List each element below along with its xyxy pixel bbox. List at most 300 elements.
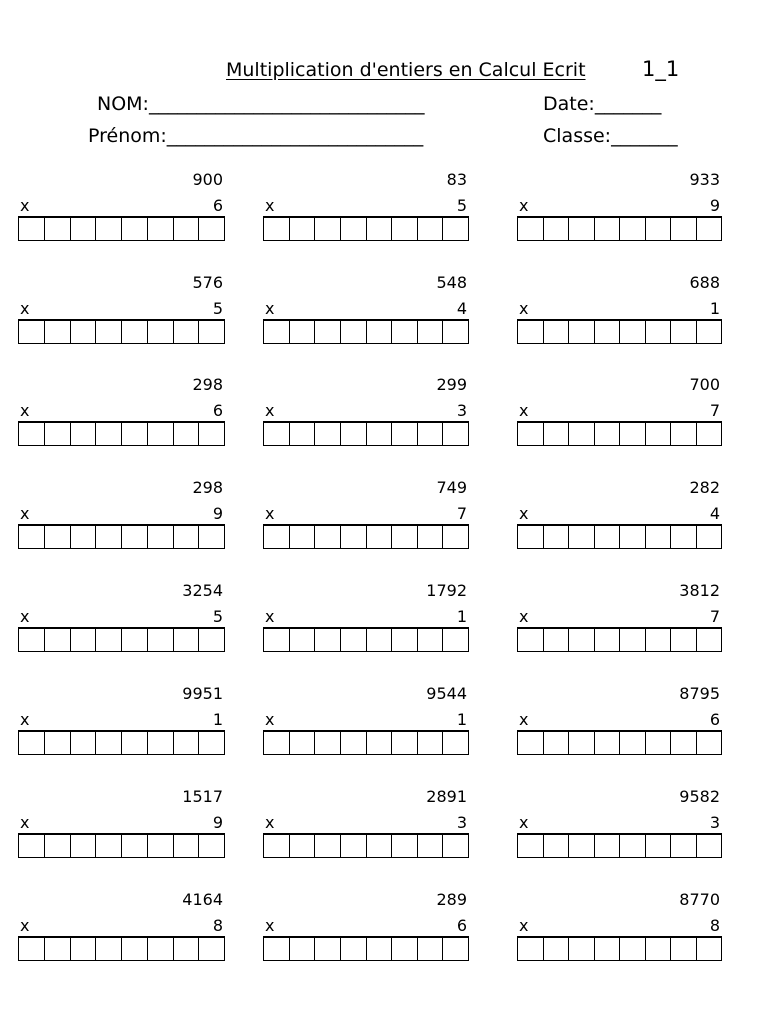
answer-row <box>18 524 225 549</box>
answer-cell[interactable] <box>45 321 71 344</box>
answer-cell[interactable] <box>595 321 621 344</box>
answer-row <box>263 216 469 241</box>
times-sign: x <box>519 299 529 318</box>
multiplication-problem <box>18 890 225 972</box>
times-sign: x <box>265 813 275 832</box>
answer-cell[interactable] <box>367 732 393 755</box>
multiplication-problem <box>18 787 225 869</box>
multiplier: 6 <box>212 401 223 420</box>
times-sign: x <box>20 710 30 729</box>
answer-cell[interactable] <box>341 321 367 344</box>
answer-row <box>517 627 722 652</box>
times-sign: x <box>265 196 275 215</box>
times-sign: x <box>265 916 275 935</box>
answer-cell[interactable] <box>45 835 71 858</box>
answer-cell[interactable] <box>646 938 672 961</box>
multiplication-problem <box>517 890 722 972</box>
answer-cell[interactable] <box>544 526 570 549</box>
answer-cell[interactable] <box>315 423 341 446</box>
answer-cell[interactable] <box>264 938 290 961</box>
answer-cell[interactable] <box>443 526 469 549</box>
answer-cell[interactable] <box>71 321 97 344</box>
answer-cell[interactable] <box>199 218 225 241</box>
answer-cell[interactable] <box>174 423 200 446</box>
answer-cell[interactable] <box>697 629 723 652</box>
multiplication-problem <box>18 375 225 457</box>
answer-cell[interactable] <box>418 321 444 344</box>
answer-cell[interactable] <box>620 423 646 446</box>
multiplicand: 9582 <box>679 787 720 806</box>
answer-cell[interactable] <box>174 732 200 755</box>
answer-cell[interactable] <box>544 218 570 241</box>
answer-cell[interactable] <box>19 423 45 446</box>
multiplication-problem <box>18 170 225 252</box>
answer-cell[interactable] <box>290 218 316 241</box>
answer-cell[interactable] <box>174 321 200 344</box>
answer-row <box>517 833 722 858</box>
answer-cell[interactable] <box>697 321 723 344</box>
answer-cell[interactable] <box>671 526 697 549</box>
answer-cell[interactable] <box>148 732 174 755</box>
multiplicand: 299 <box>436 375 467 394</box>
answer-cell[interactable] <box>315 629 341 652</box>
answer-cell[interactable] <box>315 732 341 755</box>
multiplicand: 282 <box>689 478 720 497</box>
answer-cell[interactable] <box>199 629 225 652</box>
answer-cell[interactable] <box>367 629 393 652</box>
multiplicand: 9951 <box>182 684 223 703</box>
answer-cell[interactable] <box>697 526 723 549</box>
multiplicand: 900 <box>192 170 223 189</box>
multiplication-problem <box>18 684 225 766</box>
answer-cell[interactable] <box>418 732 444 755</box>
answer-cell[interactable] <box>122 321 148 344</box>
answer-cell[interactable] <box>518 526 544 549</box>
answer-cell[interactable] <box>96 938 122 961</box>
answer-cell[interactable] <box>646 629 672 652</box>
answer-cell[interactable] <box>443 938 469 961</box>
answer-cell[interactable] <box>148 423 174 446</box>
multiplication-problem <box>517 170 722 252</box>
multiplicand: 749 <box>436 478 467 497</box>
answer-cell[interactable] <box>122 423 148 446</box>
answer-cell[interactable] <box>122 835 148 858</box>
multiplication-problem <box>263 890 469 972</box>
answer-row <box>263 833 469 858</box>
answer-row <box>18 730 225 755</box>
multiplicand: 298 <box>192 375 223 394</box>
multiplier: 3 <box>456 401 467 420</box>
answer-row <box>517 730 722 755</box>
answer-cell[interactable] <box>646 423 672 446</box>
answer-row <box>18 936 225 961</box>
answer-cell[interactable] <box>418 938 444 961</box>
prenom-field[interactable]: Prénom:___________________________ <box>88 125 424 147</box>
answer-cell[interactable] <box>122 526 148 549</box>
multiplier: 1 <box>709 299 720 318</box>
answer-cell[interactable] <box>595 218 621 241</box>
answer-row <box>263 936 469 961</box>
multiplier: 9 <box>709 196 720 215</box>
answer-cell[interactable] <box>392 629 418 652</box>
answer-cell[interactable] <box>518 321 544 344</box>
answer-cell[interactable] <box>544 423 570 446</box>
answer-cell[interactable] <box>96 835 122 858</box>
answer-cell[interactable] <box>518 732 544 755</box>
multiplicand: 8770 <box>679 890 720 909</box>
multiplier: 7 <box>456 504 467 523</box>
answer-cell[interactable] <box>671 218 697 241</box>
classe-field[interactable]: Classe:_______ <box>543 125 678 147</box>
answer-cell[interactable] <box>697 835 723 858</box>
answer-cell[interactable] <box>148 938 174 961</box>
multiplicand: 688 <box>689 273 720 292</box>
multiplier: 4 <box>456 299 467 318</box>
answer-cell[interactable] <box>96 732 122 755</box>
answer-cell[interactable] <box>697 938 723 961</box>
answer-cell[interactable] <box>392 526 418 549</box>
multiplicand: 1792 <box>426 581 467 600</box>
multiplication-problem <box>517 478 722 560</box>
answer-cell[interactable] <box>199 938 225 961</box>
answer-cell[interactable] <box>418 835 444 858</box>
answer-cell[interactable] <box>595 938 621 961</box>
answer-cell[interactable] <box>45 423 71 446</box>
multiplication-problem <box>517 375 722 457</box>
answer-cell[interactable] <box>367 526 393 549</box>
times-sign: x <box>519 916 529 935</box>
multiplication-problem <box>517 273 722 355</box>
multiplier: 7 <box>709 401 720 420</box>
answer-cell[interactable] <box>646 526 672 549</box>
multiplicand: 8795 <box>679 684 720 703</box>
answer-cell[interactable] <box>646 835 672 858</box>
answer-cell[interactable] <box>595 835 621 858</box>
answer-cell[interactable] <box>264 218 290 241</box>
answer-cell[interactable] <box>620 732 646 755</box>
answer-cell[interactable] <box>671 321 697 344</box>
multiplicand: 4164 <box>182 890 223 909</box>
answer-cell[interactable] <box>315 218 341 241</box>
answer-cell[interactable] <box>367 835 393 858</box>
answer-cell[interactable] <box>595 732 621 755</box>
answer-cell[interactable] <box>443 423 469 446</box>
answer-cell[interactable] <box>174 218 200 241</box>
answer-cell[interactable] <box>569 732 595 755</box>
answer-cell[interactable] <box>45 732 71 755</box>
multiplier: 1 <box>212 710 223 729</box>
times-sign: x <box>20 401 30 420</box>
multiplication-problem <box>18 273 225 355</box>
answer-cell[interactable] <box>315 526 341 549</box>
answer-cell[interactable] <box>671 629 697 652</box>
answer-cell[interactable] <box>518 218 544 241</box>
answer-cell[interactable] <box>392 218 418 241</box>
answer-cell[interactable] <box>19 732 45 755</box>
answer-cell[interactable] <box>671 732 697 755</box>
multiplier: 8 <box>709 916 720 935</box>
multiplier: 4 <box>709 504 720 523</box>
answer-cell[interactable] <box>392 321 418 344</box>
answer-cell[interactable] <box>341 218 367 241</box>
answer-cell[interactable] <box>518 423 544 446</box>
times-sign: x <box>20 607 30 626</box>
answer-cell[interactable] <box>19 526 45 549</box>
answer-cell[interactable] <box>418 526 444 549</box>
answer-cell[interactable] <box>71 835 97 858</box>
answer-cell[interactable] <box>71 938 97 961</box>
answer-cell[interactable] <box>569 526 595 549</box>
answer-cell[interactable] <box>569 423 595 446</box>
multiplier: 5 <box>212 299 223 318</box>
answer-cell[interactable] <box>341 732 367 755</box>
answer-cell[interactable] <box>569 835 595 858</box>
answer-cell[interactable] <box>595 629 621 652</box>
answer-row <box>18 627 225 652</box>
answer-cell[interactable] <box>148 321 174 344</box>
answer-cell[interactable] <box>199 321 225 344</box>
multiplicand: 548 <box>436 273 467 292</box>
answer-cell[interactable] <box>646 732 672 755</box>
nom-field[interactable]: NOM:_____________________________ <box>97 93 425 115</box>
answer-cell[interactable] <box>646 218 672 241</box>
answer-cell[interactable] <box>418 423 444 446</box>
answer-cell[interactable] <box>697 218 723 241</box>
answer-cell[interactable] <box>290 629 316 652</box>
times-sign: x <box>519 607 529 626</box>
answer-cell[interactable] <box>174 629 200 652</box>
answer-cell[interactable] <box>544 835 570 858</box>
answer-row <box>517 524 722 549</box>
answer-cell[interactable] <box>174 835 200 858</box>
answer-cell[interactable] <box>443 218 469 241</box>
answer-cell[interactable] <box>315 321 341 344</box>
multiplier: 9 <box>212 504 223 523</box>
answer-cell[interactable] <box>148 526 174 549</box>
answer-cell[interactable] <box>290 835 316 858</box>
multiplier: 1 <box>456 710 467 729</box>
answer-cell[interactable] <box>569 629 595 652</box>
answer-cell[interactable] <box>45 629 71 652</box>
answer-cell[interactable] <box>45 218 71 241</box>
multiplication-problem <box>263 478 469 560</box>
multiplier: 7 <box>709 607 720 626</box>
answer-cell[interactable] <box>367 423 393 446</box>
answer-cell[interactable] <box>392 423 418 446</box>
answer-cell[interactable] <box>341 835 367 858</box>
answer-cell[interactable] <box>122 629 148 652</box>
answer-cell[interactable] <box>367 321 393 344</box>
answer-cell[interactable] <box>341 629 367 652</box>
answer-cell[interactable] <box>620 218 646 241</box>
answer-cell[interactable] <box>96 526 122 549</box>
answer-cell[interactable] <box>367 938 393 961</box>
multiplier: 1 <box>456 607 467 626</box>
multiplier: 8 <box>212 916 223 935</box>
multiplication-problem <box>263 170 469 252</box>
answer-cell[interactable] <box>620 526 646 549</box>
answer-row <box>517 216 722 241</box>
answer-cell[interactable] <box>19 938 45 961</box>
answer-cell[interactable] <box>290 526 316 549</box>
answer-cell[interactable] <box>290 423 316 446</box>
answer-row <box>18 833 225 858</box>
answer-cell[interactable] <box>96 423 122 446</box>
answer-cell[interactable] <box>199 835 225 858</box>
answer-cell[interactable] <box>71 629 97 652</box>
answer-cell[interactable] <box>71 218 97 241</box>
multiplier: 6 <box>709 710 720 729</box>
multiplication-problem <box>18 478 225 560</box>
times-sign: x <box>519 710 529 729</box>
answer-cell[interactable] <box>122 938 148 961</box>
answer-cell[interactable] <box>264 423 290 446</box>
answer-cell[interactable] <box>264 321 290 344</box>
answer-cell[interactable] <box>569 218 595 241</box>
answer-cell[interactable] <box>264 835 290 858</box>
answer-cell[interactable] <box>671 423 697 446</box>
multiplication-problem <box>18 581 225 663</box>
answer-cell[interactable] <box>544 938 570 961</box>
answer-cell[interactable] <box>367 218 393 241</box>
answer-cell[interactable] <box>96 218 122 241</box>
answer-cell[interactable] <box>122 732 148 755</box>
answer-cell[interactable] <box>443 835 469 858</box>
multiplication-problem <box>517 787 722 869</box>
answer-cell[interactable] <box>264 732 290 755</box>
answer-cell[interactable] <box>671 938 697 961</box>
answer-cell[interactable] <box>341 526 367 549</box>
answer-cell[interactable] <box>315 835 341 858</box>
answer-cell[interactable] <box>620 938 646 961</box>
answer-cell[interactable] <box>544 629 570 652</box>
answer-cell[interactable] <box>148 218 174 241</box>
multiplier: 3 <box>709 813 720 832</box>
answer-cell[interactable] <box>646 321 672 344</box>
answer-cell[interactable] <box>569 321 595 344</box>
answer-cell[interactable] <box>199 732 225 755</box>
answer-cell[interactable] <box>341 423 367 446</box>
multiplier: 5 <box>212 607 223 626</box>
times-sign: x <box>20 504 30 523</box>
multiplication-problem <box>517 581 722 663</box>
answer-cell[interactable] <box>19 218 45 241</box>
multiplier: 6 <box>456 916 467 935</box>
multiplicand: 298 <box>192 478 223 497</box>
answer-cell[interactable] <box>595 526 621 549</box>
answer-cell[interactable] <box>341 938 367 961</box>
answer-cell[interactable] <box>518 629 544 652</box>
multiplicand: 576 <box>192 273 223 292</box>
times-sign: x <box>519 401 529 420</box>
times-sign: x <box>265 607 275 626</box>
answer-row <box>263 421 469 446</box>
answer-cell[interactable] <box>671 835 697 858</box>
answer-cell[interactable] <box>71 732 97 755</box>
times-sign: x <box>265 401 275 420</box>
answer-cell[interactable] <box>199 423 225 446</box>
answer-cell[interactable] <box>264 526 290 549</box>
answer-cell[interactable] <box>443 629 469 652</box>
answer-cell[interactable] <box>595 423 621 446</box>
times-sign: x <box>20 916 30 935</box>
answer-cell[interactable] <box>392 938 418 961</box>
multiplier: 5 <box>456 196 467 215</box>
multiplication-problem <box>263 581 469 663</box>
answer-cell[interactable] <box>45 938 71 961</box>
answer-cell[interactable] <box>290 938 316 961</box>
sheet-id: 1_1 <box>642 57 680 81</box>
answer-cell[interactable] <box>697 423 723 446</box>
answer-cell[interactable] <box>148 629 174 652</box>
answer-cell[interactable] <box>544 321 570 344</box>
multiplication-problem <box>263 684 469 766</box>
answer-cell[interactable] <box>96 321 122 344</box>
multiplicand: 289 <box>436 890 467 909</box>
worksheet-title: Multiplication d'entiers en Calcul Ecrit <box>226 59 586 81</box>
answer-row <box>18 421 225 446</box>
multiplicand: 2891 <box>426 787 467 806</box>
multiplicand: 3812 <box>679 581 720 600</box>
multiplicand: 1517 <box>182 787 223 806</box>
times-sign: x <box>265 710 275 729</box>
answer-cell[interactable] <box>315 938 341 961</box>
date-field[interactable]: Date:_______ <box>543 93 662 115</box>
answer-cell[interactable] <box>148 835 174 858</box>
answer-cell[interactable] <box>264 629 290 652</box>
answer-cell[interactable] <box>620 835 646 858</box>
multiplication-problem <box>263 787 469 869</box>
answer-cell[interactable] <box>697 732 723 755</box>
times-sign: x <box>519 504 529 523</box>
answer-cell[interactable] <box>443 321 469 344</box>
answer-cell[interactable] <box>122 218 148 241</box>
multiplicand: 9544 <box>426 684 467 703</box>
answer-cell[interactable] <box>443 732 469 755</box>
answer-cell[interactable] <box>45 526 71 549</box>
answer-cell[interactable] <box>71 526 97 549</box>
answer-row <box>517 319 722 344</box>
answer-cell[interactable] <box>96 629 122 652</box>
answer-cell[interactable] <box>19 321 45 344</box>
answer-cell[interactable] <box>290 732 316 755</box>
answer-cell[interactable] <box>620 629 646 652</box>
answer-cell[interactable] <box>418 629 444 652</box>
multiplier: 3 <box>456 813 467 832</box>
answer-cell[interactable] <box>544 732 570 755</box>
answer-row <box>263 730 469 755</box>
times-sign: x <box>519 196 529 215</box>
multiplier: 9 <box>212 813 223 832</box>
answer-cell[interactable] <box>19 835 45 858</box>
answer-cell[interactable] <box>620 321 646 344</box>
answer-cell[interactable] <box>392 732 418 755</box>
answer-row <box>263 319 469 344</box>
answer-cell[interactable] <box>392 835 418 858</box>
answer-cell[interactable] <box>569 938 595 961</box>
answer-cell[interactable] <box>418 218 444 241</box>
answer-cell[interactable] <box>290 321 316 344</box>
answer-row <box>18 319 225 344</box>
answer-cell[interactable] <box>174 938 200 961</box>
answer-cell[interactable] <box>174 526 200 549</box>
answer-cell[interactable] <box>19 629 45 652</box>
answer-cell[interactable] <box>199 526 225 549</box>
answer-cell[interactable] <box>71 423 97 446</box>
answer-cell[interactable] <box>518 835 544 858</box>
multiplicand: 83 <box>446 170 467 189</box>
answer-cell[interactable] <box>518 938 544 961</box>
